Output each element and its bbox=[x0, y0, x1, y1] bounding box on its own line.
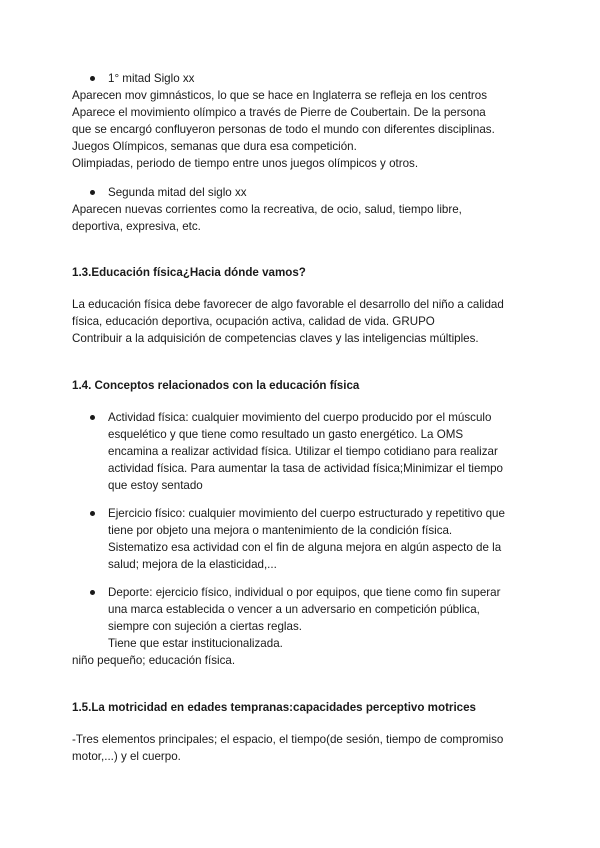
text-line: Aparece el movimiento olímpico a través de Pierre de Coubertain. De la persona bbox=[72, 106, 486, 119]
bullet-dot bbox=[90, 190, 95, 195]
section-heading: 1.3.Educación física¿Hacia dónde vamos? bbox=[72, 266, 306, 279]
bullet-line: encamina a realizar actividad física. Utilizar el tiempo cotidiano para realizar bbox=[108, 445, 498, 458]
text-line: motor,...) y el cuerpo. bbox=[72, 750, 181, 763]
text-line: Aparecen mov gimnásticos, lo que se hace en Inglaterra se refleja en los centros bbox=[72, 89, 488, 102]
bullet-line: tiene por objeto una mejora o mantenimiento de la condición física. bbox=[108, 524, 453, 537]
section-heading: 1.5.La motricidad en edades tempranas:capacidades perceptivo motrices bbox=[72, 701, 477, 714]
bullet-line: una marca establecida o vencer a un adversario en competición pública, bbox=[108, 603, 480, 616]
text-line: niño pequeño; educación física. bbox=[72, 654, 236, 667]
text-line: Aparecen nuevas corrientes como la recreativa, de ocio, salud, tiempo libre, bbox=[72, 203, 462, 216]
text-line: que se encargó confluyeron personas de todo el mundo con diferentes disciplinas. bbox=[72, 123, 495, 136]
bullet-dot bbox=[90, 76, 95, 81]
bullet-dot bbox=[90, 415, 95, 420]
bullet-line: esquelético y que tiene como resultado un gasto energético. La OMS bbox=[108, 428, 464, 441]
bullet-line: Ejercicio físico: cualquier movimiento del cuerpo estructurado y repetitivo que bbox=[108, 507, 505, 520]
bullet-primera-mitad: 1° mitad Siglo xx bbox=[108, 72, 195, 85]
bullet-dot bbox=[90, 511, 95, 516]
bullet-line: actividad física. Para aumentar la tasa de actividad física;Minimizar el tiempo bbox=[108, 462, 504, 475]
text-line: física, educación deportiva, ocupación activa, calidad de vida. GRUPO bbox=[72, 315, 435, 328]
bullet-dot bbox=[90, 590, 95, 595]
bullet-line: salud; mejora de la elasticidad,... bbox=[108, 558, 277, 571]
bullet-line: siempre con sujeción a ciertas reglas. bbox=[108, 620, 302, 633]
bullet-line: que estoy sentado bbox=[108, 479, 203, 492]
text-line: deportiva, expresiva, etc. bbox=[72, 220, 201, 233]
text-line: La educación física debe favorecer de algo favorable el desarrollo del niño a calidad bbox=[72, 298, 504, 311]
bullet-line: Actividad física: cualquier movimiento del cuerpo producido por el músculo bbox=[108, 411, 492, 424]
section-heading: 1.4. Conceptos relacionados con la educación física bbox=[72, 379, 360, 392]
text-line: -Tres elementos principales; el espacio, el tiempo(de sesión, tiempo de compromiso bbox=[72, 733, 504, 746]
text-line: Olimpiadas, periodo de tiempo entre unos juegos olímpicos y otros. bbox=[72, 157, 419, 170]
bullet-segunda-mitad: Segunda mitad del siglo xx bbox=[108, 186, 247, 199]
text-line: Juegos Olímpicos, semanas que dura esa competición. bbox=[72, 140, 357, 153]
bullet-line: Sistematizo esa actividad con el fin de alguna mejora en algún aspecto de la bbox=[108, 541, 502, 554]
bullet-line: Deporte: ejercicio físico, individual o por equipos, que tiene como fin superar bbox=[108, 586, 501, 599]
text-line: Contribuir a la adquisición de competencias claves y las inteligencias múltiples. bbox=[72, 332, 479, 345]
bullet-line: Tiene que estar institucionalizada. bbox=[108, 637, 283, 650]
